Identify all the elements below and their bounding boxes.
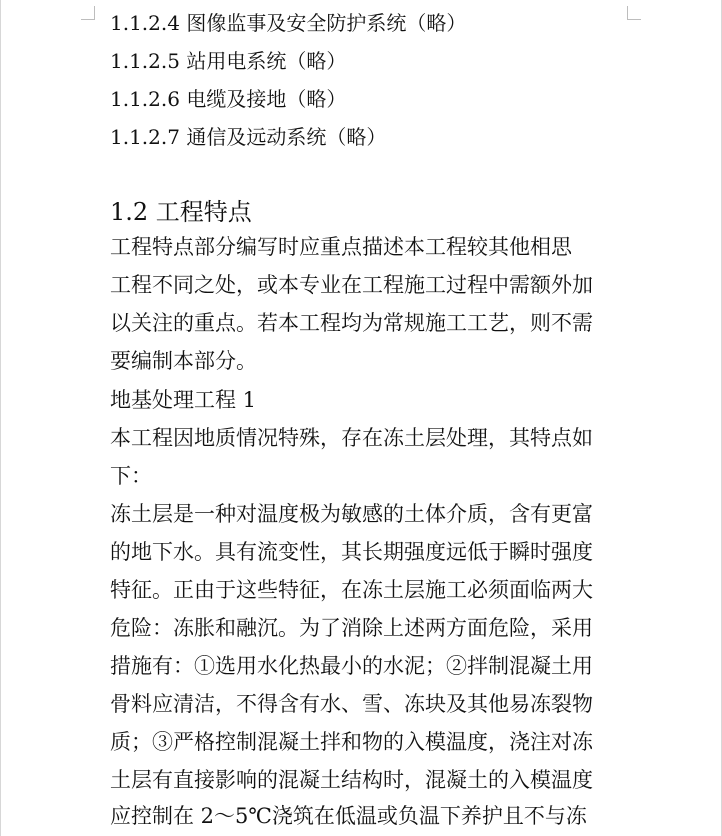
paragraph-line: 要编制本部分。 xyxy=(110,349,257,373)
margin-corner-mark-right xyxy=(627,6,641,20)
paragraph-line: 本工程因地质情况特殊，存在冻土层处理，其特点如 xyxy=(110,426,593,450)
toc-item-1.1.2.6: 1.1.2.6 电缆及接地（略） xyxy=(110,87,347,111)
paragraph-line: 工程不同之处，或本专业在工程施工过程中需额外加 xyxy=(110,273,593,297)
paragraph-line: 下： xyxy=(110,464,152,488)
paragraph-line: 措施有：①选用水化热最小的水泥；②拌制混凝土用 xyxy=(110,654,593,678)
toc-item-1.1.2.7: 1.1.2.7 通信及远动系统（略） xyxy=(110,125,387,149)
margin-corner-mark-left xyxy=(81,6,95,20)
toc-item-1.1.2.4: 1.1.2.4 图像监事及安全防护系统（略） xyxy=(110,11,467,35)
paragraph-line: 冻土层是一种对温度极为敏感的土体介质，含有更富 xyxy=(110,502,593,526)
toc-item-1.1.2.5: 1.1.2.5 站用电系统（略） xyxy=(110,49,347,73)
paragraph-line: 骨料应清洁，不得含有水、雪、冻块及其他易冻裂物 xyxy=(110,692,593,716)
paragraph-line: 以关注的重点。若本工程均为常规施工工艺，则不需 xyxy=(110,311,593,335)
paragraph-line: 应控制在 2～5℃浇筑在低温或负温下养护且不与冻 xyxy=(110,804,587,828)
paragraph-line: 的地下水。具有流变性，其长期强度远低于瞬时强度 xyxy=(110,540,593,564)
section-heading: 1.2 工程特点 xyxy=(110,198,252,226)
paragraph-line: 危险：冻胀和融沉。为了消除上述两方面危险，采用 xyxy=(110,616,593,640)
paragraph-line: 工程特点部分编写时应重点描述本工程较其他相思 xyxy=(110,235,572,259)
paragraph-line: 特征。正由于这些特征，在冻土层施工必须面临两大 xyxy=(110,578,593,602)
paragraph-line: 质；③严格控制混凝土拌和物的入模温度，浇注对冻 xyxy=(110,730,593,754)
subheading: 地基处理工程 1 xyxy=(110,388,257,412)
paragraph-line: 土层有直接影响的混凝土结构时，混凝土的入模温度 xyxy=(110,768,593,792)
